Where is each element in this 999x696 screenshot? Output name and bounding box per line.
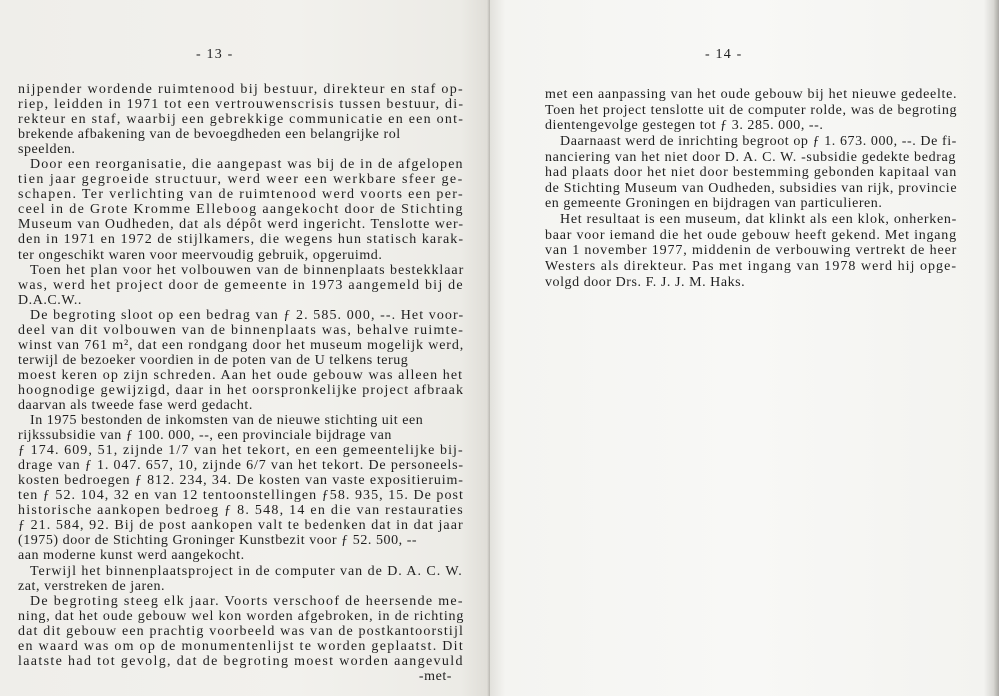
page-text bbox=[545, 87, 957, 290]
text-line: (1975) door de Stichting Groninger Kunstbezit voor ƒ 52. 500, -- bbox=[18, 533, 418, 549]
paragraph-first-line: Terwijl het binnenplaatsproject in de computer van de D. A. C. W. bbox=[30, 563, 463, 579]
text-line: Toen het project tenslotte uit de computer rolde, was de begroting bbox=[545, 102, 958, 118]
text-line: hoognodige gewijzigd, daar in het oorspronkelijke project afbraak bbox=[18, 382, 465, 398]
text-line: historische aankopen bedroeg ƒ 8. 548, 14 en die van restauraties bbox=[18, 503, 464, 519]
text-line: met een aanpassing van het oude gebouw bij het nieuwe gedeelte. bbox=[545, 87, 958, 102]
text-line: Museum van Oudheden, dat als dépôt werd ingericht. Tenslotte wer- bbox=[18, 217, 465, 233]
paragraph-first-line: De begroting steeg elk jaar. Voorts verschoof de heersende me- bbox=[30, 593, 464, 609]
right-page bbox=[490, 0, 999, 696]
text-line: winst van 761 m², dat een rondgang door het museum mogelijk werd, bbox=[18, 337, 465, 353]
text-line: Westers als direkteur. Pas met ingang van 1978 werd hij opge- bbox=[545, 259, 958, 275]
text-line: dat dit gebouw een prachtig voorbeeld was van de postkantoorstijl bbox=[18, 623, 465, 639]
text-line: terwijl de bezoeker voordien in de poten van de U telkens terug bbox=[18, 352, 409, 368]
text-line: brekende afbakening van de bevoegdheden een belangrijke rol bbox=[18, 127, 401, 143]
paragraph-first-line: Door een reorganisatie, die aangepast was bij de in de afgelopen bbox=[30, 157, 464, 173]
left-page bbox=[0, 0, 490, 696]
text-line: speelden. bbox=[18, 142, 76, 158]
text-line: dientengevolge gestegen tot ƒ 3. 285. 000, --. bbox=[545, 118, 824, 134]
text-line: tien jaar gegroeide structuur, werd weer een werkbare sfeer ge- bbox=[18, 172, 464, 188]
text-line: aan moderne kunst werd aangekocht. bbox=[18, 548, 245, 564]
text-line: baar voor iemand die het oude gebouw heeft gekend. Met ingang bbox=[545, 227, 957, 243]
text-line: rijkssubsidie van ƒ 100. 000, --, een provinciale bijdrage van bbox=[18, 428, 392, 444]
text-line: volgd door Drs. F. J. J. M. Haks. bbox=[545, 274, 746, 290]
text-line: van 1 november 1977, middenin de verbouwing vertrekt de heer bbox=[545, 243, 958, 259]
text-line: en waard was om op de monumentenlijst te worden geplaatst. Dit bbox=[18, 638, 464, 654]
text-line: ning, dat het oude gebouw wel kon worden afgebroken, in de richting bbox=[18, 608, 465, 624]
text-line: moest keren op zijn schreden. Aan het oude gebouw was alleen het bbox=[18, 367, 464, 383]
text-line: zat, verstreken de jaren. bbox=[18, 578, 166, 594]
text-line: ten ƒ 52. 104, 32 en van 12 tentoonstellingen ƒ58. 935, 15. De post bbox=[18, 488, 464, 504]
text-line: D.A.C.W.. bbox=[18, 292, 82, 308]
text-line: was, werd het project door de gemeente in 1973 aangemeld bij de bbox=[18, 277, 464, 293]
text-line: nijpender wordende ruimtenood bij bestuur, direkteur en staf op- bbox=[18, 82, 465, 97]
text-line: rekteur en staf, waarbij een gebrekkige communicatie en een ont- bbox=[18, 112, 465, 128]
text-line: drage van ƒ 1. 047. 657, 10, zijnde 6/7 van het tekort. De personeels- bbox=[18, 458, 464, 474]
text-line: den in 1971 en 1972 de stijlkamers, die wegens hun statisch karak- bbox=[18, 232, 465, 248]
text-line: schapen. Ter verlichting van de ruimtenood werd voorts een per- bbox=[18, 187, 464, 203]
page-text bbox=[18, 82, 464, 684]
text-line: ƒ 21. 584, 92. Bij de post aankopen valt te bedenken dat in dat jaar bbox=[18, 518, 464, 534]
text-line: ter ongeschikt waren voor meervoudig gebruik, opgeruimd. bbox=[18, 247, 383, 263]
paragraph-first-line: In 1975 bestonden de inkomsten van de nieuwe stichting uit een bbox=[30, 413, 424, 429]
page-number: - 13 - bbox=[196, 47, 234, 62]
paragraph-first-line: Toen het plan voor het volbouwen van de binnenplaats bestekklaar bbox=[30, 262, 465, 278]
text-line: laatste had tot gevolg, dat de begroting moest worden aangevuld bbox=[18, 653, 464, 669]
text-line: ƒ 174. 609, 51, zijnde 1/7 van het tekort, en een gemeentelijke bij- bbox=[18, 443, 464, 459]
text-line: ceel in de Grote Kromme Elleboog aangekocht door de Stichting bbox=[18, 202, 464, 218]
paragraph-first-line: De begroting sloot op een bedrag van ƒ 2. 585. 000, --. Het voor- bbox=[30, 307, 465, 323]
text-line: deel van dit volbouwen van de binnenplaats was, behalve ruimte- bbox=[18, 322, 465, 338]
paragraph-first-line: Daarnaast werd de inrichting begroot op ƒ 1. 673. 000, --. De fi- bbox=[560, 133, 957, 149]
paragraph-first-line: Het resultaat is een museum, dat klinkt als een klok, onherken- bbox=[560, 212, 957, 228]
page-number: - 14 - bbox=[705, 47, 743, 62]
text-line: nanciering van het niet door D. A. C. W. -subsidie gedekte bedrag bbox=[545, 149, 957, 165]
text-line: daarvan als tweede fase werd gedacht. bbox=[18, 397, 253, 413]
text-line: de Stichting Museum van Oudheden, subsidies van rijk, provincie bbox=[545, 180, 958, 196]
text-line: kosten bedroegen ƒ 812. 234, 34. De kosten van vaste expositieruim- bbox=[18, 473, 464, 489]
catchword: -met- bbox=[418, 668, 452, 684]
text-line: en gemeente Groningen en bijdragen van particulieren. bbox=[545, 196, 883, 212]
text-line: had plaats door het niet door bestemming gebonden kapitaal van bbox=[545, 165, 958, 181]
page-edge bbox=[994, 0, 999, 696]
text-line: riep, leidden in 1971 tot een vertrouwenscrisis tussen bestuur, di- bbox=[18, 97, 465, 113]
